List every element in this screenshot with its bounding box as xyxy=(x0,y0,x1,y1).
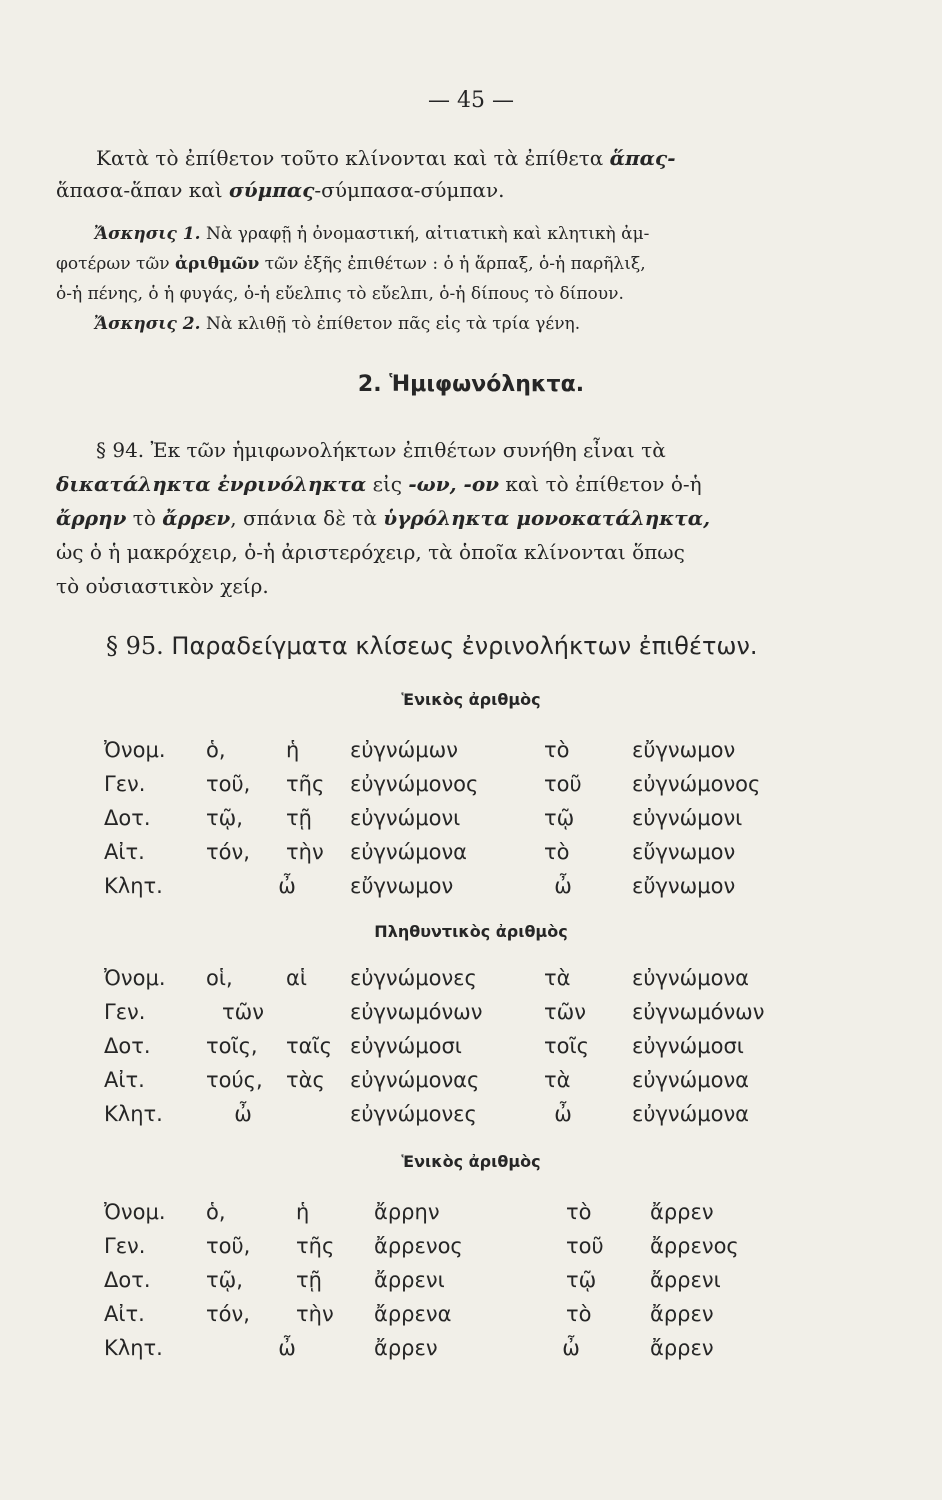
article-masc: τῷ, xyxy=(206,806,243,830)
form-neut: εὐγνώμονι xyxy=(632,806,743,830)
form-neut: εὔγνωμον xyxy=(632,840,736,864)
article-neut: τῶν xyxy=(544,1000,586,1024)
form-neut: εὐγνώμονα xyxy=(632,1068,750,1092)
para-94-line-5: τὸ οὐσιαστικὸν χείρ. xyxy=(56,574,269,598)
intro-line-2 xyxy=(56,178,505,202)
exercise-1-text: φοτέρων τῶν xyxy=(56,254,175,274)
article-vocative-neut: ὦ xyxy=(554,874,572,898)
page-number: — 45 — xyxy=(428,88,514,113)
form-masc-fem: εὐγνώμονας xyxy=(350,1068,480,1092)
article-neut: τοῦ xyxy=(544,772,582,796)
article-fem: τὰς xyxy=(286,1068,325,1092)
article-fem: ἡ xyxy=(296,1200,310,1224)
intro-text: Κατὰ τὸ ἐπίθετον τοῦτο κλίνονται καὶ τὰ ἐπίθετα xyxy=(96,146,610,170)
article-vocative-neut: ὦ xyxy=(562,1336,580,1360)
article-masc: τοῖς, xyxy=(206,1034,258,1058)
article-fem: τὴν xyxy=(296,1302,334,1326)
case-label: Ὀνομ. xyxy=(104,738,166,762)
table-row xyxy=(0,1034,942,1066)
case-label: Δοτ. xyxy=(104,1034,151,1058)
article-masc: τοῦ, xyxy=(206,1234,251,1258)
exercise-1-line-1 xyxy=(94,224,649,244)
case-label: Γεν. xyxy=(104,772,146,796)
case-label: Αἰτ. xyxy=(104,1302,145,1326)
para-94-text: εἰς xyxy=(366,472,409,496)
article-neut: τὰ xyxy=(544,1068,571,1092)
article-neut: τὸ xyxy=(544,840,570,864)
intro-text: ἅπασα-ἅπαν καὶ xyxy=(56,178,229,202)
article-vocative: ὦ xyxy=(278,874,296,898)
article-common: τῶν xyxy=(222,1000,264,1024)
exercise-1-line-3: ὁ-ἡ πένης, ὁ ἡ φυγάς, ὁ-ἡ εὔελπις τὸ εὔελπι, ὁ-ἡ δίπους τὸ δίπουν. xyxy=(56,284,624,304)
para-94-term: ὑγρόληκτα μονοκατάληκτα, xyxy=(383,506,711,530)
para-94-line-3 xyxy=(56,506,710,530)
para-95-number: § 95. xyxy=(106,632,164,660)
exercise-2-text: Νὰ κλιθῇ τὸ ἐπίθετον πᾶς εἰς τὰ τρία γένη. xyxy=(200,314,581,334)
form-neut: ἄρρεν xyxy=(650,1302,714,1326)
form-neut: ἄρρενι xyxy=(650,1268,721,1292)
form-neut: ἄρρενος xyxy=(650,1234,739,1258)
para-94-text: τὸ xyxy=(126,506,163,530)
para-94-line-2 xyxy=(56,472,702,496)
exercise-1-term: ἀριθμῶν xyxy=(174,254,260,274)
article-fem: τῇ xyxy=(286,806,312,830)
article-neut: τοῦ xyxy=(566,1234,604,1258)
form-masc-fem: εὐγνώμονα xyxy=(350,840,468,864)
form-masc-fem: εὐγνώμονες xyxy=(350,966,477,990)
table-row xyxy=(0,840,942,872)
intro-text: -σύμπασα-σύμπαν. xyxy=(314,178,505,202)
case-label: Αἰτ. xyxy=(104,840,145,864)
form-masc-fem: ἄρρην xyxy=(374,1200,440,1224)
case-label: Κλητ. xyxy=(104,1102,163,1126)
article-masc: τοῦ, xyxy=(206,772,251,796)
exercise-2-label: Ἄσκησις 2. xyxy=(94,314,201,334)
article-masc: οἱ, xyxy=(206,966,233,990)
para-94-text: Ἐκ τῶν ἡμιφωνολήκτων ἐπιθέτων συνήθη εἶναι τὰ xyxy=(144,438,666,462)
article-neut: τὸ xyxy=(566,1200,592,1224)
form-masc-fem: εὐγνώμονι xyxy=(350,806,461,830)
case-label: Κλητ. xyxy=(104,1336,163,1360)
table-row xyxy=(0,1102,942,1134)
article-vocative: ὦ xyxy=(278,1336,296,1360)
article-neut: τὰ xyxy=(544,966,571,990)
table-row xyxy=(0,1336,942,1368)
para-94-term: δικατάληκτα ἐνρινόληκτα xyxy=(56,472,367,496)
form-neut: εὐγνώμονος xyxy=(632,772,761,796)
article-masc: τόν, xyxy=(206,840,250,864)
table-3-heading: Ἑνικὸς ἀριθμὸς xyxy=(401,1152,541,1171)
article-neut: τῷ xyxy=(566,1268,597,1292)
form-masc-fem: ἄρρενος xyxy=(374,1234,463,1258)
table-row xyxy=(0,738,942,770)
para-94-line-4: ὡς ὁ ἡ μακρόχειρ, ὁ-ἡ ἀριστερόχειρ, τὰ ὁποῖα κλίνονται ὅπως xyxy=(56,540,685,564)
article-neut: τοῖς xyxy=(544,1034,589,1058)
table-row xyxy=(0,1302,942,1334)
table-row xyxy=(0,1068,942,1100)
article-neut: τὸ xyxy=(566,1302,592,1326)
form-neut: εὐγνώμονα xyxy=(632,1102,750,1126)
form-neut: ἄρρεν xyxy=(650,1336,714,1360)
table-row xyxy=(0,966,942,998)
table-row xyxy=(0,806,942,838)
table-row xyxy=(0,772,942,804)
form-neut: εὐγνωμόνων xyxy=(632,1000,765,1024)
exercise-1-line-2 xyxy=(56,254,646,274)
form-neut: εὔγνωμον xyxy=(632,738,736,762)
article-fem: ταῖς xyxy=(286,1034,332,1058)
article-vocative-neut: ὦ xyxy=(554,1102,572,1126)
para-95-title: Παραδείγματα κλίσεως ἐνρινολήκτων ἐπιθέτων. xyxy=(163,632,758,660)
para-94-text: καὶ τὸ ἐπίθετον ὁ-ἡ xyxy=(499,472,702,496)
case-label: Ὀνομ. xyxy=(104,966,166,990)
exercise-1-label: Ἄσκησις 1. xyxy=(94,224,201,244)
form-masc-fem: ἄρρενι xyxy=(374,1268,445,1292)
article-masc: τόν, xyxy=(206,1302,250,1326)
article-vocative: ὦ xyxy=(234,1102,252,1126)
table-1-heading: Ἑνικὸς ἀριθμὸς xyxy=(401,690,541,709)
case-label: Ὀνομ. xyxy=(104,1200,166,1224)
para-94-endings: -ων, -ον xyxy=(408,472,500,496)
table-2-heading: Πληθυντικὸς ἀριθμὸς xyxy=(374,922,568,941)
form-masc-fem: εὐγνώμονες xyxy=(350,1102,477,1126)
case-label: Δοτ. xyxy=(104,1268,151,1292)
form-neut: εὐγνώμοσι xyxy=(632,1034,744,1058)
para-94-line-1 xyxy=(96,438,666,462)
article-fem: τὴν xyxy=(286,840,324,864)
article-masc: ὁ, xyxy=(206,1200,226,1224)
para-95-heading xyxy=(106,632,758,660)
article-masc: τούς, xyxy=(206,1068,263,1092)
form-masc-fem: εὐγνώμοσι xyxy=(350,1034,462,1058)
intro-term-apas: ἅπας- xyxy=(609,146,676,170)
article-neut: τῷ xyxy=(544,806,575,830)
form-neut: εὔγνωμον xyxy=(632,874,736,898)
section-heading: 2. Ἡμιφωνόληκτα. xyxy=(357,372,585,397)
form-masc-fem: εὐγνωμόνων xyxy=(350,1000,483,1024)
para-94-term: ἄρρεν xyxy=(162,506,231,530)
form-masc-fem: ἄρρενα xyxy=(374,1302,452,1326)
article-fem: τῆς xyxy=(296,1234,335,1258)
form-masc-fem: εὐγνώμων xyxy=(350,738,458,762)
table-row xyxy=(0,1268,942,1300)
case-label: Κλητ. xyxy=(104,874,163,898)
para-94-term: ἄρρην xyxy=(56,506,127,530)
para-94-text: , σπάνια δὲ τὰ xyxy=(230,506,384,530)
table-row xyxy=(0,1200,942,1232)
form-masc-fem: ἄρρεν xyxy=(374,1336,438,1360)
exercise-1-text: Νὰ γραφῇ ἡ ὀνομαστική, αἰτιατικὴ καὶ κλητικὴ ἀμ- xyxy=(200,224,650,244)
case-label: Γεν. xyxy=(104,1234,146,1258)
table-row xyxy=(0,1234,942,1266)
article-fem: αἱ xyxy=(286,966,307,990)
article-fem: τῆς xyxy=(286,772,325,796)
case-label: Δοτ. xyxy=(104,806,151,830)
para-94-number: § 94. xyxy=(96,438,145,462)
case-label: Αἰτ. xyxy=(104,1068,145,1092)
form-neut: εὐγνώμονα xyxy=(632,966,750,990)
article-masc: τῷ, xyxy=(206,1268,243,1292)
form-neut: ἄρρεν xyxy=(650,1200,714,1224)
table-row xyxy=(0,874,942,906)
article-fem: ἡ xyxy=(286,738,300,762)
form-masc-fem: εὐγνώμονος xyxy=(350,772,479,796)
case-label: Γεν. xyxy=(104,1000,146,1024)
intro-line-1 xyxy=(96,146,676,170)
article-masc: ὁ, xyxy=(206,738,226,762)
article-neut: τὸ xyxy=(544,738,570,762)
article-fem: τῇ xyxy=(296,1268,322,1292)
intro-term-sympas: σύμπας xyxy=(228,178,315,202)
form-masc-fem: εὔγνωμον xyxy=(350,874,454,898)
exercise-2-line xyxy=(94,314,580,334)
table-row xyxy=(0,1000,942,1032)
exercise-1-text: τῶν ἑξῆς ἐπιθέτων : ὁ ἡ ἅρπαξ, ὁ-ἡ παρῆλιξ, xyxy=(259,254,646,274)
